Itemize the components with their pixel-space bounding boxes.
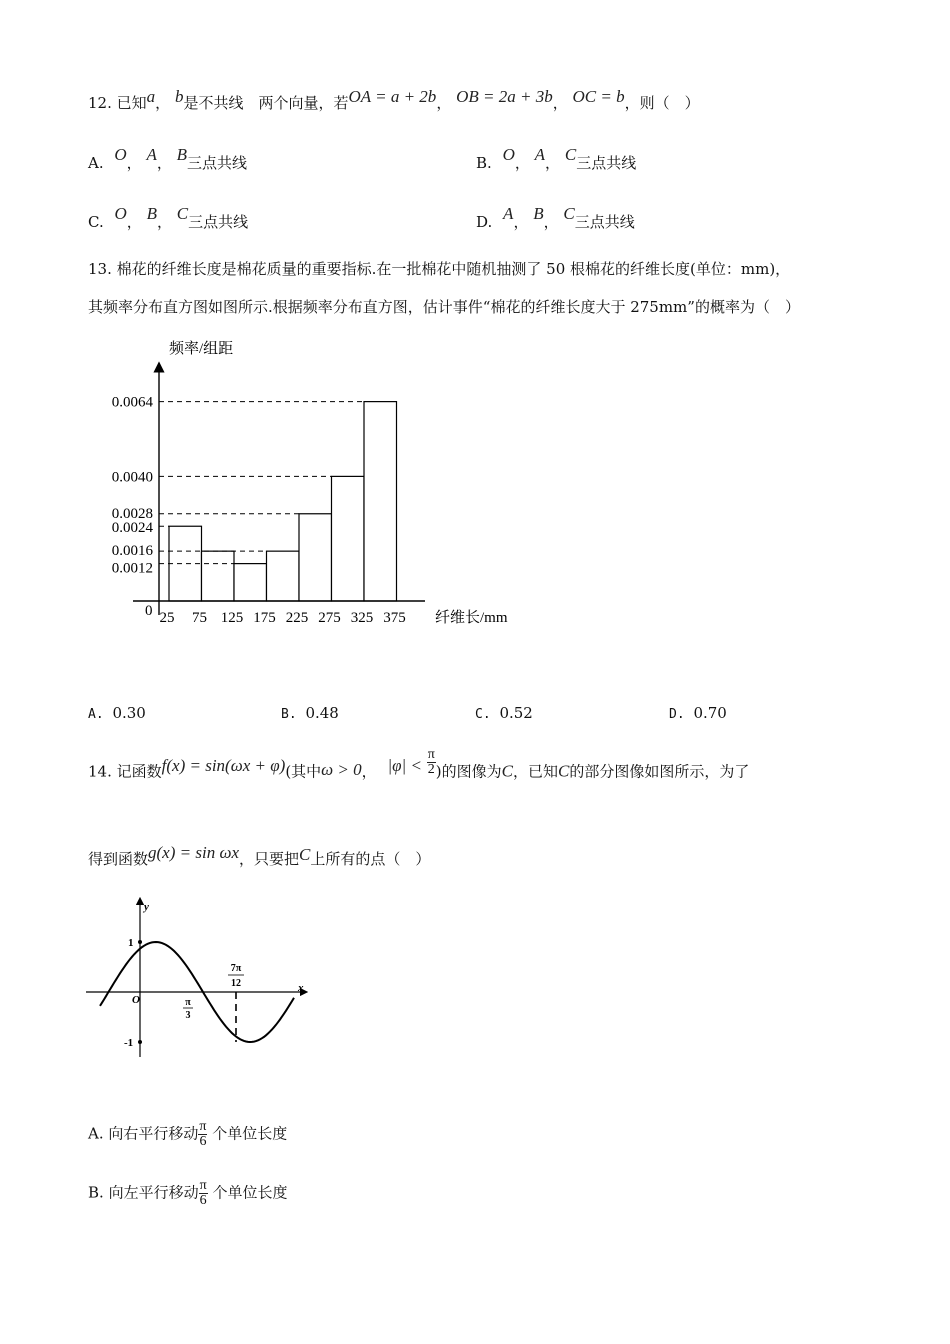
point-y-neg1 — [138, 1040, 142, 1044]
q13-line2: 其频率分布直方图如图所示.根据频率分布直方图，估计事件“棉花的纤维长度大于 275mm”的概率为（ ） — [88, 298, 800, 316]
x-tick-label: 25 — [159, 610, 175, 626]
q12-sep: ， — [436, 94, 452, 112]
q14-stem-d: ，已知 — [513, 762, 559, 781]
q12-vector-a: a — [146, 87, 156, 106]
option-label: A. — [88, 1124, 104, 1143]
q12-stem-c: 两个向量，若 — [258, 94, 349, 112]
q12-stem-b: 是不共线 — [183, 94, 244, 112]
frac-pi-6 — [199, 1179, 208, 1208]
origin-label: O — [132, 994, 140, 1006]
q12-vector-b: b — [174, 87, 184, 106]
point-label: A — [146, 145, 157, 164]
origin-label: 0 — [145, 603, 153, 619]
q14-stem-line1 — [88, 747, 750, 787]
q14-stem-a: 记函数 — [116, 762, 162, 781]
point-label: O — [502, 145, 515, 164]
x-tick-label: 325 — [350, 610, 374, 626]
y-tick-label: 0.0024 — [111, 520, 153, 537]
comma: ， — [513, 213, 529, 231]
x-tick-7pi12-den: 12 — [231, 978, 241, 989]
option-label: C. — [88, 213, 104, 231]
y-tick-label: 0.0040 — [111, 469, 153, 486]
comma: ， — [361, 762, 377, 781]
q14-stem-b: (其中 — [285, 762, 322, 781]
y-axis-label: 频率/组距 — [169, 341, 234, 357]
y-tick-label: 0.0028 — [111, 505, 153, 522]
x-tick-7pi12-num: 7π — [230, 963, 242, 974]
option-label: D. — [669, 707, 685, 722]
x-tick-label: 375 — [383, 610, 406, 626]
q14-stem-line2 — [88, 843, 431, 869]
option-value: 0.70 — [693, 704, 727, 722]
x-tick-label: 125 — [220, 610, 244, 626]
q12-oc: OC = b — [572, 87, 625, 106]
x-tick-pi3-num: π — [185, 997, 191, 1008]
frac-denominator: 6 — [199, 1193, 207, 1208]
histogram-bar — [299, 514, 332, 601]
q14-option-b[interactable] — [88, 1179, 287, 1208]
q14-function-f: f(x) = sin(ωx + φ) — [161, 755, 286, 775]
comma: ， — [126, 213, 142, 231]
option-text: 三点共线 — [574, 213, 635, 231]
frac-numerator: π — [199, 1119, 207, 1134]
frac-numerator: π — [427, 747, 435, 762]
q12-sep: ， — [552, 94, 568, 112]
q14-line2-b: ，只要把 — [239, 850, 300, 868]
histogram-bar — [332, 476, 365, 601]
option-text: 个单位长度 — [212, 1183, 288, 1202]
q14-stem-c: )的图像为 — [435, 762, 502, 781]
q12-oa: OA = a + 2b — [348, 87, 437, 106]
comma: ， — [126, 154, 142, 172]
q13-line1: 13. 棉花的纤维长度是棉花质量的重要指标.在一批棉花中随机抽测了 50 根棉花的纤维长度(单位：mm)， — [88, 260, 791, 278]
comma: ， — [543, 213, 559, 231]
q13-option-d[interactable] — [669, 704, 727, 722]
y-tick-label: 0.0064 — [111, 394, 153, 411]
q14-line2-a: 得到函数 — [88, 850, 149, 868]
x-tick-label: 275 — [318, 610, 341, 626]
comma: ， — [156, 213, 172, 231]
q12-sep: ， — [155, 94, 171, 112]
x-tick-pi3-den: 3 — [185, 1010, 191, 1021]
option-value: 0.30 — [112, 704, 146, 722]
y-tick-1: 1 — [128, 937, 134, 949]
q12-stem — [88, 87, 700, 113]
option-label: C. — [475, 707, 491, 722]
q14-option-a[interactable] — [88, 1120, 287, 1149]
point-label: C — [563, 204, 575, 223]
q12-option-b[interactable] — [476, 145, 637, 173]
q12-stem-a: 已知 — [116, 94, 147, 112]
q14-curve-c: C — [558, 761, 570, 781]
point-label: O — [114, 145, 127, 164]
q12-ob: OB = 2a + 3b — [456, 87, 553, 106]
x-tick-label: 175 — [253, 610, 276, 626]
option-text: 个单位长度 — [212, 1124, 288, 1143]
q13-option-c[interactable] — [475, 704, 533, 722]
q13-option-a[interactable] — [88, 704, 146, 722]
histogram-bar — [234, 564, 267, 601]
histogram — [95, 335, 535, 635]
point-label: B — [176, 145, 188, 164]
q12-stem-end: ，则（ ） — [624, 94, 700, 112]
option-label: B. — [281, 707, 297, 722]
point-label: C — [176, 204, 189, 223]
x-axis-label: x — [298, 982, 304, 994]
point-label: C — [564, 145, 577, 164]
option-value: 0.52 — [499, 704, 533, 722]
x-tick-label: 225 — [285, 610, 309, 626]
q12-option-d[interactable] — [476, 204, 635, 232]
q14-curve-c: C — [501, 761, 513, 781]
q14-line2-c: 上所有的点（ ） — [310, 850, 431, 868]
histogram-bar — [202, 551, 235, 601]
y-tick-neg1: -1 — [124, 1037, 134, 1049]
q14-function-g: g(x) = sin ωx — [148, 843, 239, 862]
q14-phi-condition: |φ| < — [387, 755, 422, 775]
y-axis-label: y — [144, 901, 149, 913]
point-label: A — [534, 145, 546, 164]
point-label: B — [146, 204, 157, 223]
option-text: 三点共线 — [188, 213, 249, 231]
point-label: B — [533, 204, 544, 223]
y-tick-label: 0.0016 — [111, 543, 153, 560]
option-label: B. — [88, 1183, 104, 1202]
histogram-bar — [267, 551, 300, 601]
option-text: 向左平行移动 — [108, 1183, 199, 1202]
q13-option-b[interactable] — [281, 704, 339, 722]
frac-numerator: π — [199, 1178, 207, 1193]
option-label: A. — [88, 154, 104, 172]
option-label: A. — [88, 707, 104, 722]
option-text: 向右平行移动 — [108, 1124, 199, 1143]
frac-pi-6 — [198, 1120, 207, 1149]
frac-denominator: 2 — [427, 762, 435, 777]
q12-option-c[interactable] — [88, 204, 249, 232]
comma: ， — [545, 154, 561, 172]
histogram-bar — [364, 402, 397, 601]
point-label: O — [114, 204, 127, 223]
q14-curve-c: C — [299, 845, 311, 864]
point-y-1 — [138, 940, 142, 944]
option-label: D. — [476, 213, 493, 231]
option-text: 三点共线 — [576, 154, 637, 172]
point-label: A — [503, 204, 514, 223]
comma: ， — [514, 154, 530, 172]
q14-omega-condition: ω > 0 — [321, 759, 362, 779]
sine-graph — [82, 895, 312, 1065]
option-text: 三点共线 — [187, 154, 248, 172]
x-axis-label: 纤维长/mm — [435, 610, 508, 626]
option-value: 0.48 — [305, 704, 339, 722]
x-tick-label: 75 — [192, 610, 207, 626]
frac-denominator: 6 — [199, 1134, 207, 1149]
y-tick-label: 0.0012 — [111, 560, 153, 577]
q12-number: 12. — [88, 94, 112, 112]
option-label: B. — [476, 154, 492, 172]
comma: ， — [156, 154, 172, 172]
q14-number: 14. — [88, 762, 112, 781]
q14-pi-over-2 — [427, 748, 436, 777]
q12-option-a[interactable] — [88, 145, 248, 173]
q14-stem-e: 的部分图像如图所示，为了 — [569, 762, 750, 781]
